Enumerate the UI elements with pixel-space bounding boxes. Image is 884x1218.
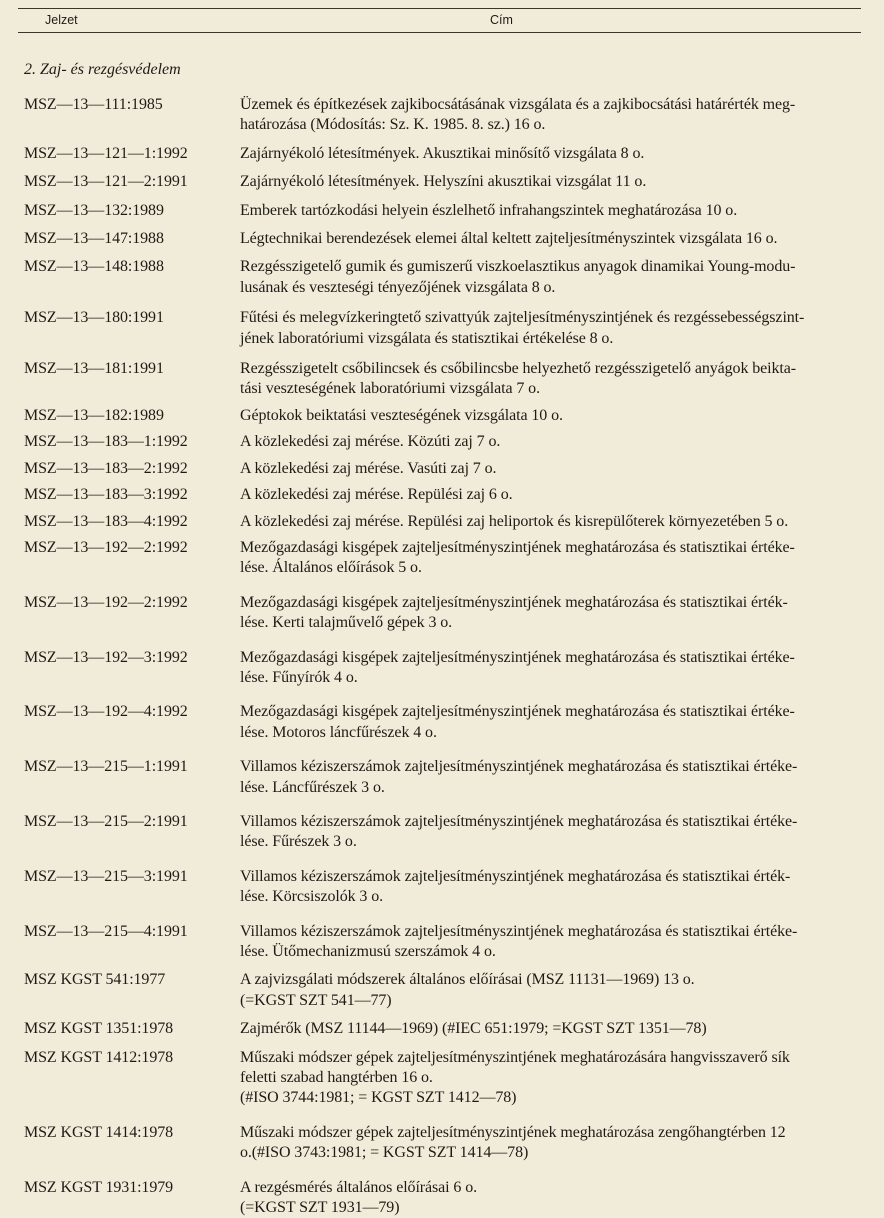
standard-code: MSZ—13—215—2:1991 — [24, 812, 188, 830]
standard-title — [240, 257, 864, 298]
standard-entry — [24, 538, 864, 579]
standard-entry — [24, 757, 864, 798]
standard-title — [240, 702, 864, 743]
standard-title-line: Rezgésszigetelő gumik és gumiszerű viszkoelasztikus anyagok dinamikai Young-modu- — [240, 258, 796, 276]
standard-code: MSZ KGST 1931:1979 — [24, 1178, 174, 1196]
standard-code: MSZ KGST 1351:1978 — [24, 1020, 174, 1038]
column-header-title: Cím — [490, 13, 513, 27]
standard-title-line: (#ISO 3744:1981; = KGST SZT 1412—78) — [240, 1089, 517, 1107]
standard-entry — [24, 201, 864, 221]
standard-code: MSZ—13—192—2:1992 — [24, 593, 188, 611]
standard-entry — [24, 648, 864, 689]
standard-code: MSZ—13—183—1:1992 — [24, 433, 188, 451]
standard-title — [240, 512, 864, 532]
standard-title-line: Zajárnyékoló létesítmények. Akusztikai minősítő vizsgálata 8 o. — [240, 144, 645, 162]
standard-code: MSZ—13—183—4:1992 — [24, 512, 188, 530]
standard-code: MSZ—13—192—2:1992 — [24, 538, 188, 556]
standard-title-line: Mezőgazdasági kisgépek zajteljesítményszintjének meghatározása és statisztikai érték- — [240, 593, 788, 611]
standard-entry — [24, 459, 864, 479]
standard-title — [240, 867, 864, 908]
standard-code: MSZ—13—215—4:1991 — [24, 922, 188, 940]
standard-entry — [24, 593, 864, 634]
standard-title — [240, 922, 864, 963]
standard-entry — [24, 485, 864, 505]
standard-code: MSZ—13—121—1:1992 — [24, 144, 188, 162]
standard-title — [240, 757, 864, 798]
standard-title-line: feletti szabad hangtérben 16 o. — [240, 1069, 433, 1087]
standard-title-line: Villamos kéziszerszámok zajteljesítményszintjének meghatározása és statisztikai értéke- — [240, 758, 798, 776]
standard-code: MSZ—13—181:1991 — [24, 360, 164, 378]
standard-entry — [24, 432, 864, 452]
standard-title — [240, 406, 864, 426]
standard-title — [240, 538, 864, 579]
standard-entry — [24, 702, 864, 743]
standard-code: MSZ KGST 1412:1978 — [24, 1048, 174, 1066]
standard-title — [240, 970, 864, 1011]
standard-entry — [24, 970, 864, 1011]
standard-title-line: A közlekedési zaj mérése. Közúti zaj 7 o. — [240, 433, 501, 451]
standard-entry — [24, 406, 864, 426]
standard-code: MSZ—13—183—2:1992 — [24, 459, 188, 477]
standard-title-line: lése. Láncfűrészek 3 o. — [240, 778, 385, 796]
standard-title-line: Mezőgazdasági kisgépek zajteljesítményszintjének meghatározása és statisztikai értéke- — [240, 648, 795, 666]
standard-entry — [24, 1019, 864, 1039]
standard-code: MSZ KGST 1414:1978 — [24, 1123, 174, 1141]
standard-title-line: lése. Körcsiszolók 3 o. — [240, 888, 384, 906]
standard-entry — [24, 812, 864, 853]
standard-title-line: lése. Fűrészek 3 o. — [240, 833, 357, 851]
standard-title-line: A zajvizsgálati módszerek általános előírásai (MSZ 11131—1969) 13 o. — [240, 971, 695, 989]
header-top-rule — [18, 8, 861, 9]
standard-code: MSZ—13—147:1988 — [24, 230, 164, 248]
standard-title-line: lése. Általános előírások 5 o. — [240, 559, 422, 577]
standard-title-line: Légtechnikai berendezések elemei által keltett zajteljesítményszintek vizsgálata 16 o. — [240, 230, 778, 248]
standard-title — [240, 144, 864, 164]
standard-title — [240, 1019, 864, 1039]
standard-title-line: lusának és veszteségi tényezőjének vizsgálata 8 o. — [240, 278, 556, 296]
standard-code: MSZ—13—182:1989 — [24, 406, 164, 424]
standard-code: MSZ—13—215—1:1991 — [24, 758, 188, 776]
standard-title-line: Mezőgazdasági kisgépek zajteljesítményszintjének meghatározása és statisztikai értéke- — [240, 538, 795, 556]
standard-entry — [24, 1048, 864, 1109]
standard-title-line: A közlekedési zaj mérése. Vasúti zaj 7 o. — [240, 459, 497, 477]
standard-title — [240, 1178, 864, 1218]
standard-entry — [24, 922, 864, 963]
standard-entry — [24, 359, 864, 400]
standard-entry — [24, 1123, 864, 1164]
standard-code: MSZ—13—192—3:1992 — [24, 648, 188, 666]
standard-title-line: Üzemek és építkezések zajkibocsátásának vizsgálata és a zajkibocsátási határérték meg- — [240, 96, 796, 113]
standard-title-line: lése. Motoros láncfűrészek 4 o. — [240, 723, 437, 741]
standard-entry — [24, 867, 864, 908]
standard-code: MSZ—13—148:1988 — [24, 258, 164, 276]
standard-title-line: Műszaki módszer gépek zajteljesítményszintjének meghatározása zengőhangtérben 12 — [240, 1123, 786, 1141]
standard-title — [240, 459, 864, 479]
standard-title-line: Villamos kéziszerszámok zajteljesítményszintjének meghatározása és statisztikai értéke- — [240, 812, 798, 830]
standard-title — [240, 172, 864, 192]
standard-title — [240, 485, 864, 505]
standard-code: MSZ—13—183—3:1992 — [24, 486, 188, 504]
standard-title-line: (=KGST SZT 1931—79) — [240, 1199, 400, 1217]
standard-title-line: lése. Kerti talajművelő gépek 3 o. — [240, 614, 453, 632]
standard-title-line: lése. Fűnyírók 4 o. — [240, 668, 358, 686]
standard-entry — [24, 144, 864, 164]
standard-title — [240, 1048, 864, 1109]
standard-entry — [24, 229, 864, 249]
standards-list — [24, 95, 864, 1218]
standard-title-line: lése. Ütőmechanizmusú szerszámok 4 o. — [240, 943, 496, 960]
standard-title-line: Rezgésszigetelt csőbilincsek és csőbilincsbe helyezhető rezgésszigetelő anyágok beikta- — [240, 360, 796, 378]
standard-code: MSZ—13—215—3:1991 — [24, 867, 188, 885]
standard-entry — [24, 512, 864, 532]
standard-title-line: Géptokok beiktatási veszteségének vizsgálata 10 o. — [240, 406, 563, 424]
column-header-code: Jelzet — [45, 13, 78, 27]
standard-code: MSZ KGST 541:1977 — [24, 971, 166, 989]
standard-entry — [24, 172, 864, 192]
standard-code: MSZ—13—180:1991 — [24, 309, 164, 327]
standard-title-line: határozása (Módosítás: Sz. K. 1985. 8. sz.) 16 o. — [240, 116, 546, 134]
standard-title — [240, 432, 864, 452]
standard-title-line: A közlekedési zaj mérése. Repülési zaj heliportok és kisrepülőterek környezetében 5 o. — [240, 512, 789, 530]
standard-title-line: Mezőgazdasági kisgépek zajteljesítményszintjének meghatározása és statisztikai értéke- — [240, 703, 795, 721]
standard-title — [240, 812, 864, 853]
standard-title-line: Zajmérők (MSZ 11144—1969) (#IEC 651:1979; =KGST SZT 1351—78) — [240, 1020, 707, 1038]
standard-entry — [24, 257, 864, 298]
standard-title-line: Villamos kéziszerszámok zajteljesítményszintjének meghatározása és statisztikai értéke- — [240, 922, 798, 940]
standard-code: MSZ—13—132:1989 — [24, 201, 164, 219]
standard-code: MSZ—13—111:1985 — [24, 96, 163, 113]
standard-title-line: Zajárnyékoló létesítmények. Helyszíni akusztikai vizsgálat 11 o. — [240, 173, 647, 191]
standard-title — [240, 648, 864, 689]
standard-title-line: (=KGST SZT 541—77) — [240, 991, 392, 1009]
standard-title-line: A rezgésmérés általános előírásai 6 o. — [240, 1178, 477, 1196]
standard-title — [240, 308, 864, 349]
section-title: 2. Zaj- és rezgésvédelem — [24, 61, 181, 78]
standard-title-line: tási veszteségének laboratóriumi vizsgálata 7 o. — [240, 380, 540, 398]
standard-title-line: A közlekedési zaj mérése. Repülési zaj 6 o. — [240, 486, 513, 504]
standard-title-line: Villamos kéziszerszámok zajteljesítményszintjének meghatározása és statisztikai érték- — [240, 867, 791, 885]
standard-code: MSZ—13—192—4:1992 — [24, 703, 188, 721]
standard-title — [240, 1123, 864, 1164]
header-bottom-rule — [18, 32, 861, 33]
standard-code: MSZ—13—121—2:1991 — [24, 173, 188, 191]
standard-title — [240, 95, 864, 136]
standard-title — [240, 229, 864, 249]
standard-title — [240, 359, 864, 400]
standard-entry — [24, 1178, 864, 1218]
standard-title — [240, 201, 864, 221]
standard-title-line: Emberek tartózkodási helyein észlelhető infrahangszintek meghatározása 10 o. — [240, 201, 738, 219]
standard-entry — [24, 308, 864, 349]
standard-title-line: Műszaki módszer gépek zajteljesítményszintjének meghatározására hangvisszaverő sík — [240, 1048, 790, 1066]
standard-title-line: o.(#ISO 3743:1981; = KGST SZT 1414—78) — [240, 1144, 529, 1162]
standard-title — [240, 593, 864, 634]
standard-entry — [24, 95, 864, 136]
standard-title-line: jének laboratóriumi vizsgálata és statisztikai értékelése 8 o. — [240, 329, 614, 347]
standard-title-line: Fűtési és melegvízkeringtető szivattyúk zajteljesítményszintjének és rezgéssebességszint- — [240, 309, 805, 327]
